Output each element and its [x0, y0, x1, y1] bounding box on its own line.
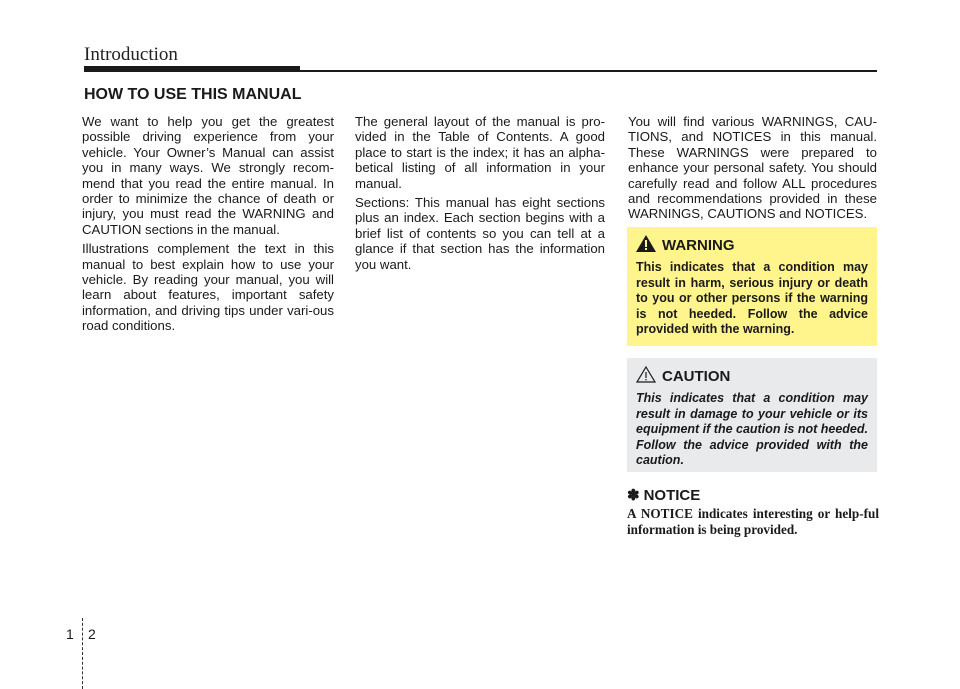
chapter-number: 1 — [66, 626, 74, 642]
col1-paragraph-1: We want to help you get the greatest possible driving experience from your vehicle. Your Owner’s Manual can assist you in many ways. We strongly recom-mend that you read the entire manual. In order to minimize the chance of death or injury, you must read the WARNING and CAUTION sections in the manual. — [82, 114, 334, 237]
page-number: 2 — [88, 626, 96, 642]
col1-paragraph-2: Illustrations complement the text in this manual to best explain how to use your vehicle. By reading your manual, you will learn about features, important safety information, and driving tips under vari-ous road conditions. — [82, 241, 334, 334]
notice-asterisk-icon: ✽ — [627, 487, 640, 504]
page-margin-dashed-line — [82, 618, 83, 689]
caution-heading — [636, 366, 868, 387]
warning-title: WARNING — [662, 237, 735, 254]
caution-triangle-outline-icon — [636, 366, 656, 387]
column-1 — [82, 114, 334, 338]
section-heading: HOW TO USE THIS MANUAL — [84, 86, 302, 103]
notice-body: A NOTICE indicates interesting or help-ful information is being provided. — [627, 506, 879, 537]
warning-heading — [636, 235, 868, 256]
caution-body: This indicates that a condition may result in damage to your vehicle or its equipment if the caution is not heeded. Follow the advice provided with the caution. — [636, 391, 868, 467]
header-rule-thin — [300, 70, 877, 72]
col2-paragraph-1: The general layout of the manual is pro-vided in the Table of Contents. A good place to start is the index; it has an alpha-betical listing of all information in your manual. — [355, 114, 605, 191]
col3-paragraph-1: You will find various WARNINGS, CAU-TIONS, and NOTICES in this manual. These WARNINGS were prepared to enhance your personal safety. You should carefully read and follow ALL procedures and recommendations provided in these WARNINGS, CAUTIONS and NOTICES. — [628, 114, 877, 222]
header-rule-thick — [84, 66, 300, 72]
column-2 — [355, 114, 605, 276]
warning-triangle-icon — [636, 235, 656, 256]
warning-body: This indicates that a condition may result in harm, serious injury or death to you or other persons if the warning is not heeded. Follow the advice provided with the warning. — [636, 260, 868, 336]
caution-title: CAUTION — [662, 368, 731, 385]
warning-box — [627, 227, 877, 346]
page-header-title: Introduction — [84, 44, 178, 65]
notice-title: NOTICE — [643, 486, 701, 504]
column-3 — [628, 114, 877, 226]
notice-heading — [627, 486, 700, 504]
caution-box — [627, 358, 877, 472]
col2-paragraph-2: Sections: This manual has eight sections plus an index. Each section begins with a brief list of contents so you can tell at a glance if that section has the information you want. — [355, 195, 605, 272]
